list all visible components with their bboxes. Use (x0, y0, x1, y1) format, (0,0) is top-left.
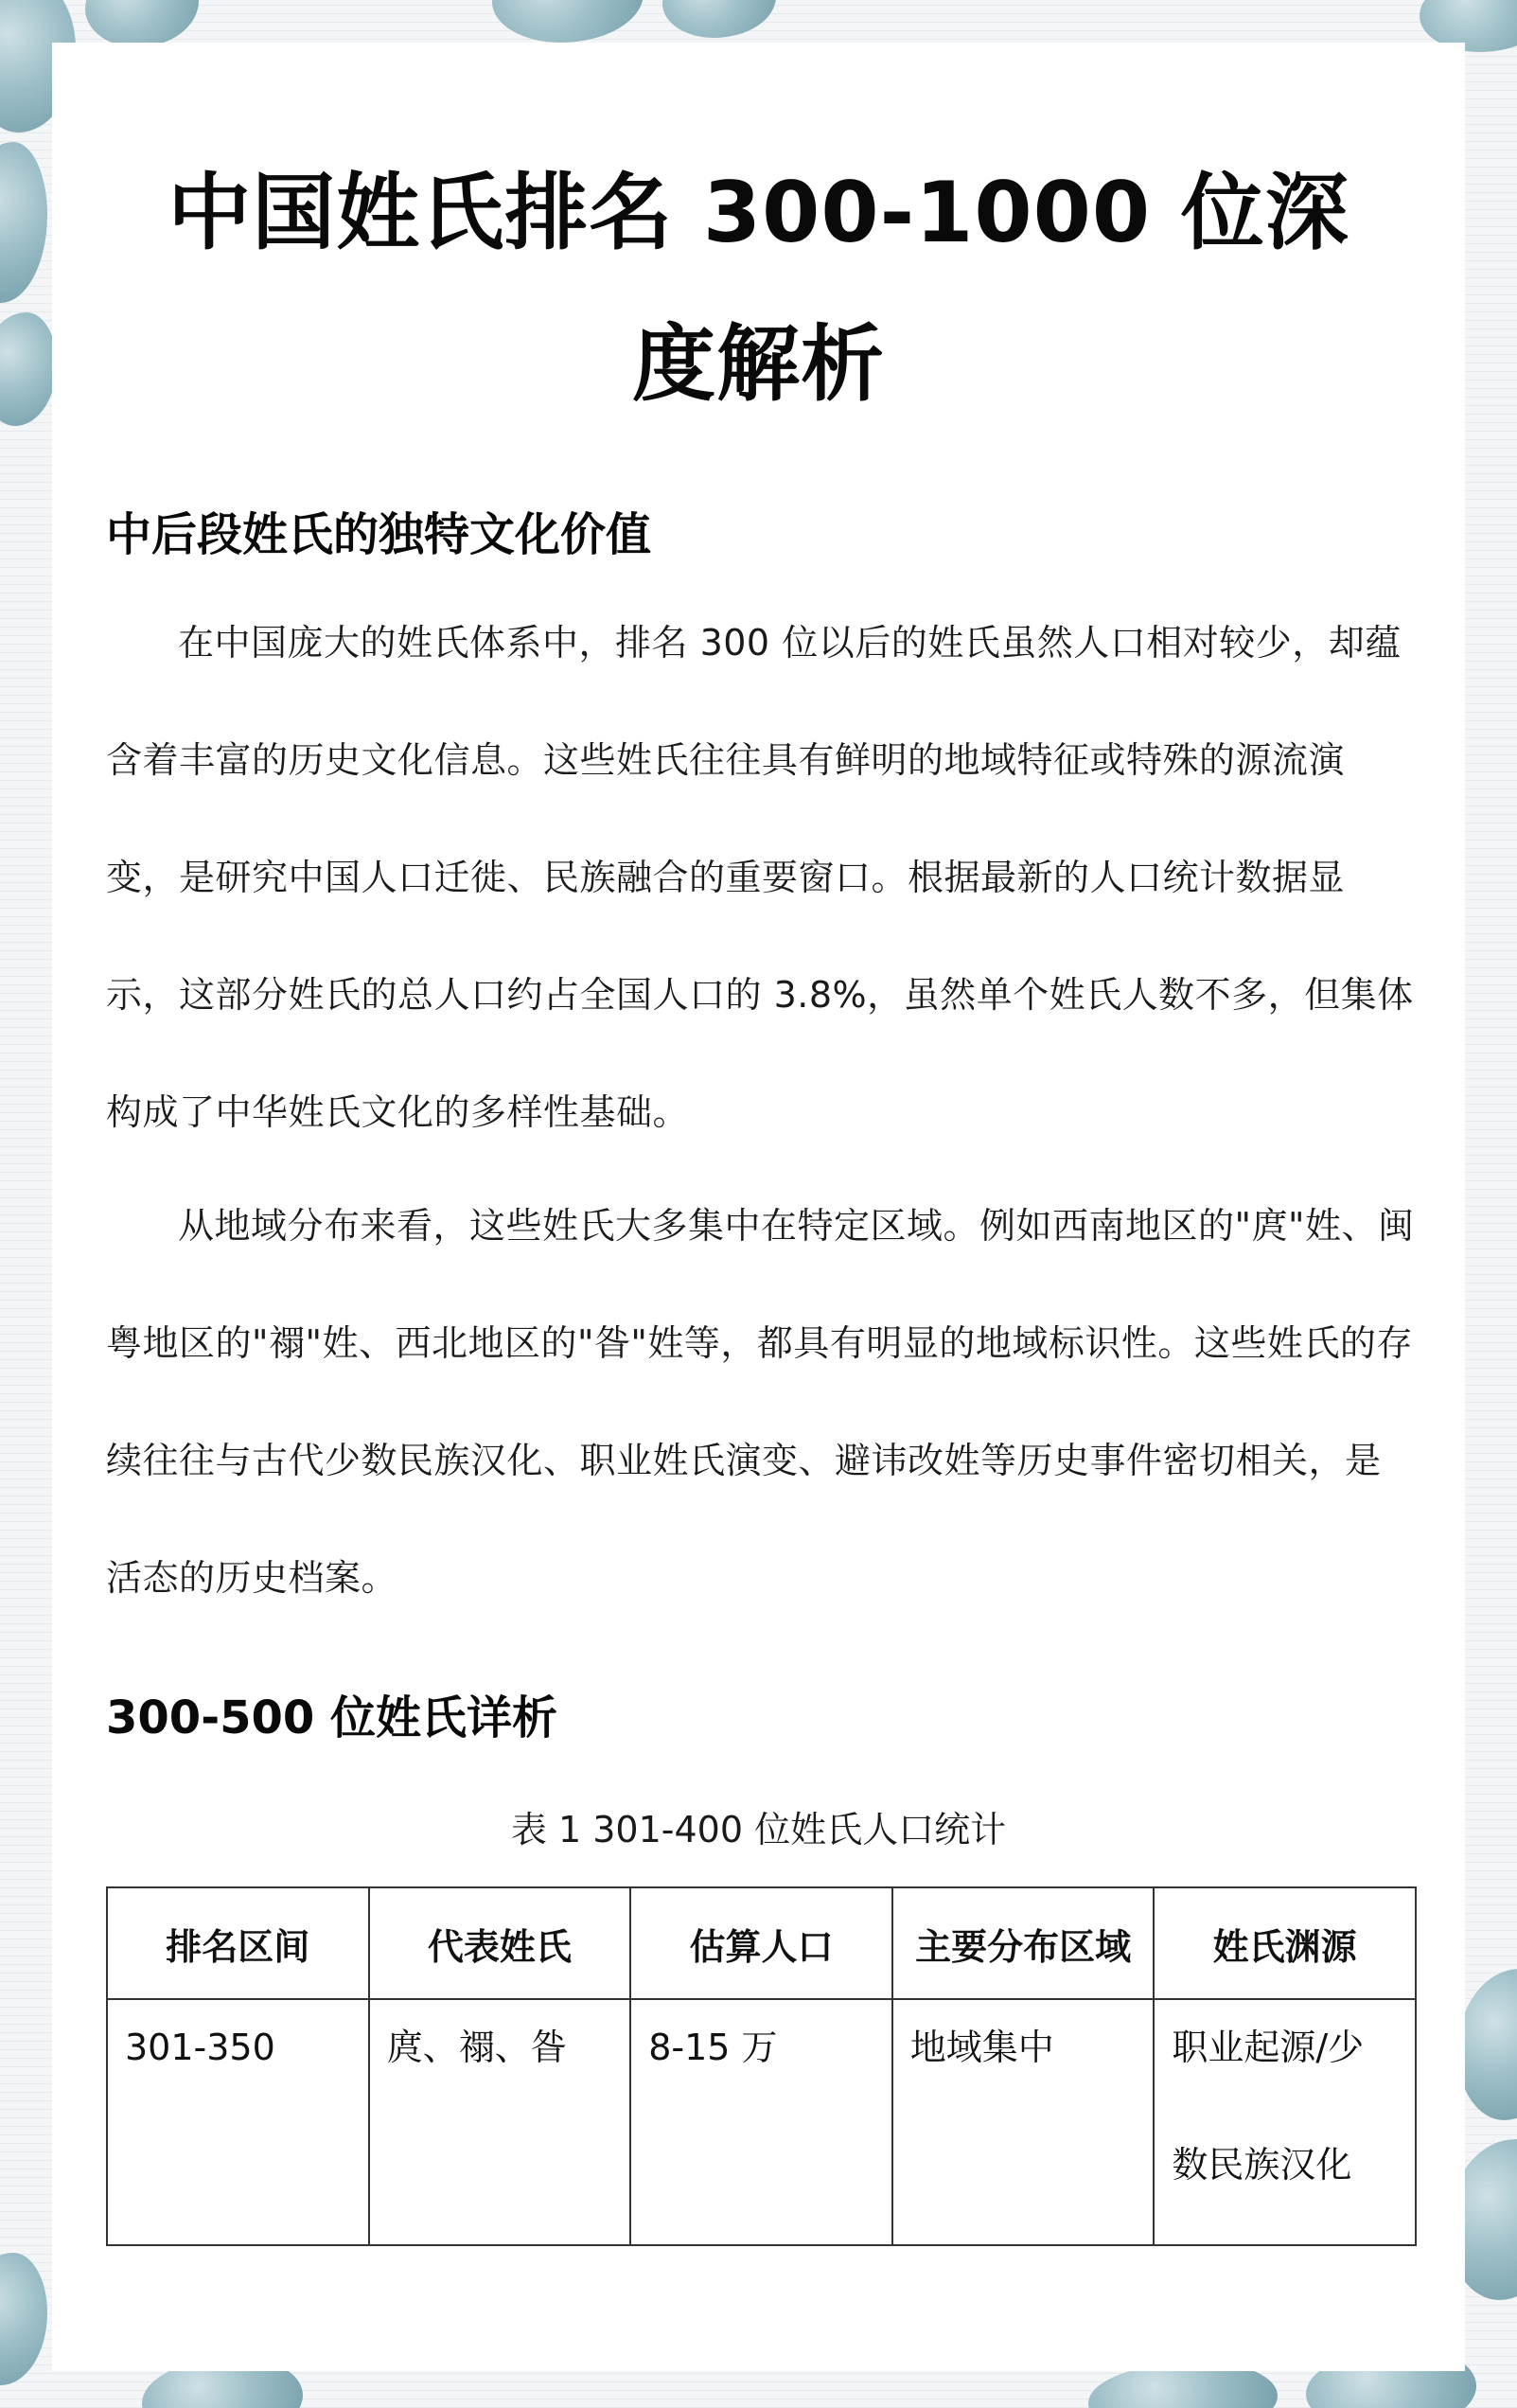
leaf-decoration (662, 0, 776, 38)
leaf-decoration (1457, 1969, 1517, 2120)
cell-region (892, 1999, 1155, 2245)
title-line-1: 中国姓氏排名 300-1000 位深 (168, 164, 1349, 261)
paragraph-intro: 在中国庞大的姓氏体系中，排名 300 位以后的姓氏虽然人口相对较少，却蕴含着丰富的历史文化信息。这些姓氏往往具有鲜明的地域特征或特殊的源流演变，是研究中国人口迁徙、民族融合的重要窗口。根据最新的人口统计数据显示，这部分姓氏的总人口约占全国人口的 3.8%，虽然单个姓氏人数不多，但集体构成了中华姓氏文化的多样性基础。 (106, 622, 1414, 1133)
table-row (107, 1999, 1416, 2245)
leaf-decoration (492, 0, 644, 43)
header-representative-surnames: 代表姓氏 (369, 1887, 631, 1999)
cell-text: 301-350 (125, 2027, 275, 2068)
cell-rank-range (107, 1999, 369, 2245)
header-rank-range: 排名区间 (107, 1887, 369, 1999)
section-heading-300-500: 300-500 位姓氏详析 (106, 1691, 558, 1744)
cell-text: 职业起源/少数民族汉化 (1172, 2027, 1365, 2186)
title-line-2: 度解析 (631, 315, 885, 413)
paragraph-regional: 从地域分布来看，这些姓氏大多集中在特定区域。例如西南地区的"庹"姓、闽粤地区的"禤"姓、西北地区的"昝"姓等，都具有明显的地域标识性。这些姓氏的存续往往与古代少数民族汉化、职业姓氏演变、避讳改姓等历史事件密切相关，是活态的历史档案。 (106, 1205, 1415, 1599)
header-origin: 姓氏渊源 (1154, 1887, 1416, 1999)
cell-population (630, 1999, 892, 2245)
table-caption: 表 1 301-400 位姓氏人口统计 (510, 1809, 1007, 1850)
table-header-row (107, 1887, 1416, 1999)
leaf-decoration (85, 0, 199, 47)
surname-stats-table (106, 1886, 1417, 2246)
cell-text: 8-15 万 (648, 2027, 778, 2068)
page-title (0, 137, 1517, 440)
header-estimated-population: 估算人口 (630, 1887, 892, 1999)
header-main-region: 主要分布区域 (892, 1887, 1155, 1999)
cell-text: 地域集中 (909, 2027, 1054, 2068)
leaf-decoration (0, 2253, 47, 2385)
cell-origin (1154, 1999, 1416, 2245)
cell-text: 庹、禤、昝 (386, 2027, 567, 2068)
cell-surnames (369, 1999, 631, 2245)
section-heading-cultural-value: 中后段姓氏的独特文化价值 (106, 508, 652, 561)
